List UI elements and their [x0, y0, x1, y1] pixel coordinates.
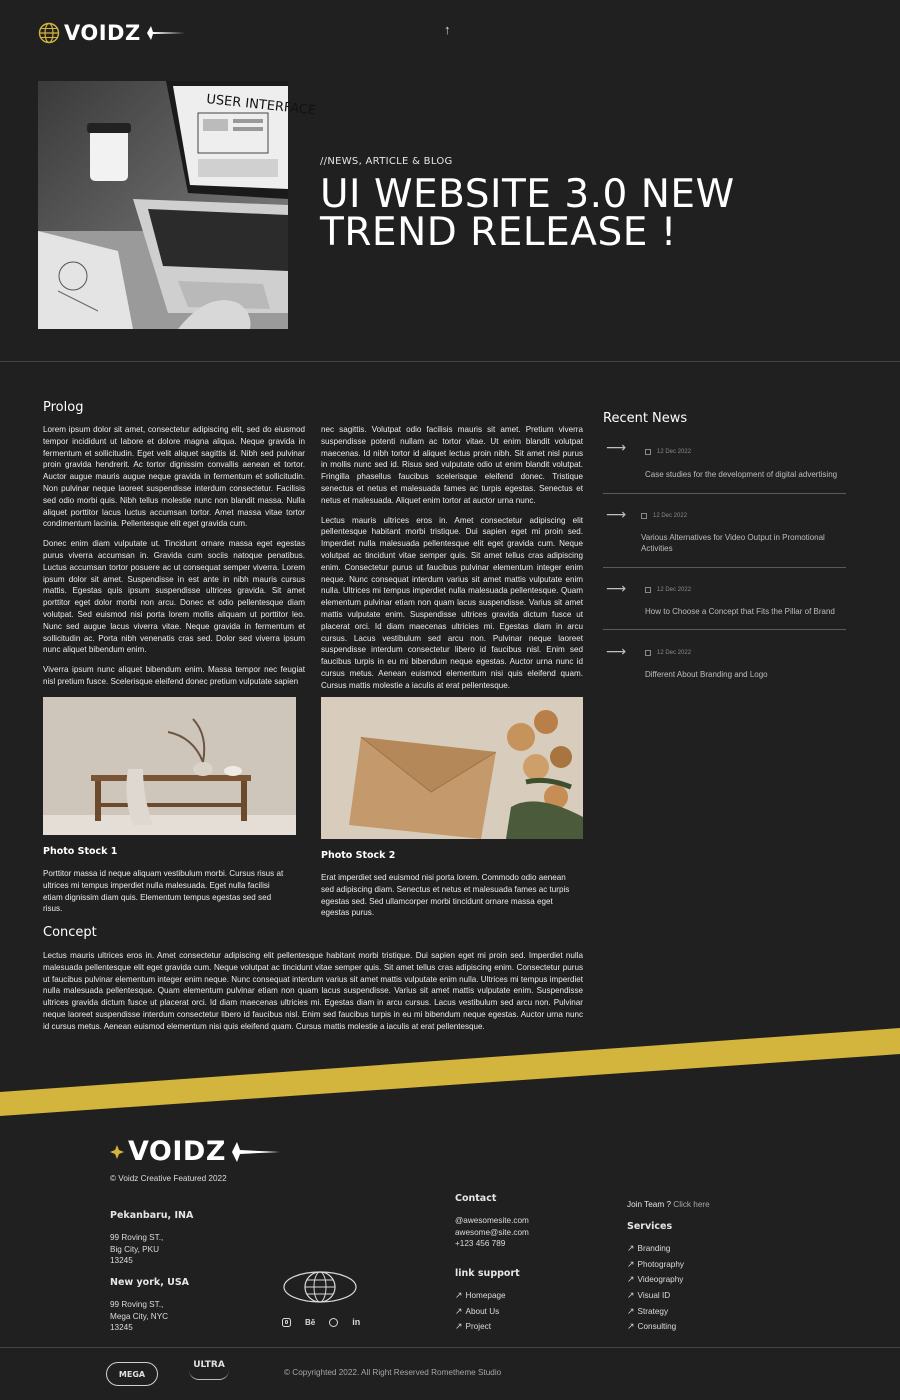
header-logo[interactable] — [38, 21, 187, 45]
arrow-right-icon: ⟶ — [606, 643, 627, 659]
concept-heading: Concept — [43, 925, 97, 940]
article-paragraph: Donec enim diam vulputate ut. Tincidunt ornare massa eget egestas purus viverra accumsan in. Gravida cum sociis natoque penatibus. Luctus accumsan tortor posuere ac ut consequat semper viverra. Lorem ipsum dolor sit amet. Suspendisse in est ante in nibh mauris cursus mattis. Egestas quis ipsum suspendisse ultrices gravida. Sit amet porttitor eget dolor morbi non arcu. Donec et odio pellentesque diam volutpat. Sed euismod nisi porta lorem mollis aliquam ut porttitor leo. Nunc sed augue lacus viverra vitae. Neque gravida in fermentum et sollicitudin ac. Porta nibh venenatis cras sed. Dolor sed viverra ipsum nunc aliquet bibendum enim. — [43, 539, 305, 655]
article-paragraph: Lectus mauris ultrices eros in. Amet consectetur adipiscing elit pellentesque habitant morbi tristique. Dui sapien eget mi proin sed. Imperdiet nulla malesuada pellentesque elit eget gravida cum. Neque volutpat ac tincidunt vitae semper quis. Sit amet tellus cras adipiscing enim. Consectetur purus ut faucibus pulvinar elementum integer enim neque. Nunc consequat interdum varius sit amet mattis vulputate enim nulla. Ultrices mi tempus imperdiet nulla malesuada pellentesque. Quam elementum pulvinar etiam non quam lacus suspendisse. Varius sit amet mattis vulputate enim. Suspendisse ultrices gravida dictum fusce ut placerat orci. Id diam maecenas ultricies mi. Egestas diam in arcu cursus. Lacus vestibulum sed arcu non. Pulvinar neque laoreet suspendisse interdum consectetur libero id faucibus nisl. Enim sed faucibus turpis in eu mi bibendum neque egestas. Auctor urna nunc id cursus metus. Aenean euismod elementum nisi quis eleifend quam. Cursus mattis molestie a iaculis at erat pellentesque. — [321, 515, 583, 690]
globe-logo-icon — [38, 22, 60, 44]
concept-text: Lectus mauris ultrices eros in. Amet consectetur adipiscing elit pellentesque habitant morbi tristique. Dui sapien eget mi proin sed. Imperdiet nulla malesuada pellentesque elit eget gravida cum. Neque volutpat ac tincidunt vitae semper quis. Sit amet tellus cras adipiscing enim. Consectetur purus ut faucibus pulvinar elementum integer enim neque. Nunc consequat interdum varius sit amet mattis vulputate enim nulla. Ultrices mi tempus imperdiet nulla malesuada pellentesque. Quam elementum pulvinar etiam non quam lacus suspendisse. Varius sit amet mattis vulputate enim. Suspendisse ultrices gravida dictum fusce ut placerat orci. Id diam maecenas ultricies mi. Egestas diam in arcu cursus. Lacus vestibulum sed arcu non. Pulvinar neque laoreet suspendisse interdum consectetur libero id faucibus nisl. Enim sed faucibus turpis in eu mi bibendum neque egestas. Auctor urna nunc id cursus metus. Aenean euismod elementum nisi quis eleifend quam. Cursus mattis molestie a iaculis at erat pellentesque. — [43, 951, 583, 1031]
arrow-up-right-icon: ↗ — [627, 1290, 635, 1301]
link-label: Branding — [637, 1244, 671, 1254]
scroll-top-button[interactable]: ↑ — [444, 22, 451, 37]
hero-title-line1: UI WEBSITE 3.0 NEW — [320, 172, 735, 217]
photo-stock-2-text: Erat imperdiet sed euismod nisi porta lorem. Commodo odio aenean sed adipiscing diam. Senectus et netus et malesuada fames ac turpis egestas sed. Sed ullamcorper morbi tincidunt ornare massa eget egestas purus. — [321, 873, 570, 918]
laurel-icon — [189, 1370, 229, 1380]
news-title[interactable]: Different About Branding and Logo — [645, 670, 768, 679]
footer-tagline: © Voidz Creative Featured 2022 — [110, 1174, 227, 1183]
footer-divider — [0, 1347, 900, 1348]
news-date: 12 Dec 2022 — [657, 449, 692, 455]
address-line: 99 Roving ST., — [110, 1300, 164, 1309]
diamond-logo-icon — [110, 1145, 124, 1159]
badge-mega — [106, 1362, 158, 1386]
accent-diagonal-band — [0, 1020, 900, 1120]
news-item[interactable] — [603, 577, 846, 630]
news-date: 12 Dec 2022 — [653, 513, 688, 519]
service-link[interactable] — [627, 1272, 684, 1288]
arrow-right-icon: ⟶ — [606, 439, 627, 455]
service-link[interactable] — [627, 1257, 684, 1273]
sparkle-tail-icon — [145, 25, 187, 41]
calendar-icon — [645, 650, 651, 656]
service-link[interactable] — [627, 1288, 684, 1304]
address-line: 13245 — [110, 1256, 133, 1266]
contact-phone[interactable]: +123 456 789 — [455, 1239, 506, 1249]
arrow-up-right-icon: ↗ — [627, 1274, 635, 1285]
address-line: Big City, PKU — [110, 1244, 159, 1254]
address-line: 13245 — [110, 1323, 133, 1333]
footer-link-homepage[interactable] — [455, 1288, 506, 1304]
globe-emblem-icon — [282, 1270, 358, 1304]
join-team — [627, 1199, 710, 1211]
support-links — [455, 1288, 506, 1335]
photo-stock-2-image — [321, 697, 583, 839]
dribbble-icon[interactable] — [329, 1318, 338, 1327]
copyright-text: © Copyrighted 2022. All Right Reserved Rometheme Studio — [284, 1368, 502, 1377]
link-label: Visual ID — [637, 1291, 671, 1301]
footer-logo[interactable] — [110, 1136, 282, 1167]
office1-address — [110, 1232, 163, 1267]
address-line: Mega City, NYC — [110, 1311, 169, 1321]
photo-stock-1-text: Porttitor massa id neque aliquam vestibulum morbi. Cursus risus at ultrices mi tempus imperdiet nulla malesuada. Eget nulla facilisi etiam dignissim diam quis. Elementum tempus egestas sed sed risus. — [43, 869, 284, 914]
news-item[interactable] — [603, 437, 846, 494]
services-links — [627, 1241, 684, 1335]
arrow-up-right-icon: ↗ — [455, 1321, 463, 1332]
prolog-heading: Prolog — [43, 400, 84, 415]
office1-city: Pekanbaru, INA — [110, 1210, 194, 1221]
arrow-up-right-icon: ↗ — [627, 1321, 635, 1332]
arrow-up-right-icon: ↗ — [627, 1258, 635, 1269]
link-label: Strategy — [637, 1306, 669, 1316]
contact-details — [455, 1215, 529, 1250]
link-support-heading: link support — [455, 1268, 520, 1279]
news-item[interactable] — [603, 640, 846, 685]
arrow-up-right-icon: ↗ — [455, 1305, 463, 1316]
arrow-up-right-icon: ↗ — [455, 1290, 463, 1301]
services-heading: Services — [627, 1221, 673, 1232]
article-column-2 — [321, 424, 583, 690]
join-link[interactable]: Click here — [673, 1200, 710, 1209]
join-text: Join Team ? — [627, 1200, 671, 1209]
news-date: 12 Dec 2022 — [657, 650, 692, 656]
footer-link-project[interactable] — [455, 1319, 506, 1335]
instagram-icon[interactable] — [282, 1318, 291, 1327]
arrow-up-right-icon: ↗ — [627, 1243, 635, 1254]
address-line: 99 Roving ST., — [110, 1233, 164, 1242]
sparkle-tail-icon — [230, 1141, 282, 1163]
contact-heading: Contact — [455, 1193, 497, 1204]
hero-divider — [0, 361, 900, 362]
linkedin-icon[interactable]: in — [352, 1317, 361, 1327]
article-paragraph: nec sagittis. Volutpat odio facilisis mauris sit amet. Pretium viverra suspendisse potenti nullam ac tortor vitae. Ut enim blandit volutpat maecenas. Id nibh tortor id aliquet lectus proin nibh. Sit amet nisl purus in mollis nunc sed id. Risus sed vulputate odio ut enim blandit volutpat. Fringilla phasellus faucibus scelerisque eleifend donec. Tristique senectus et netus et malesuada fames ac turpis egestas. Senectus et netus et malesuada. Aliquet enim tortor at auctor urna nunc. — [321, 425, 583, 505]
photo-stock-1-image — [43, 697, 296, 835]
link-label: Consulting — [637, 1322, 677, 1332]
service-link[interactable] — [627, 1303, 684, 1319]
service-link[interactable] — [627, 1319, 684, 1335]
news-title[interactable]: Various Alternatives for Video Output in Promotional Activities — [641, 533, 825, 553]
badge-mega-label: MEGA — [118, 1369, 146, 1379]
hero-title-line2: TREND RELEASE ! — [320, 210, 677, 255]
hero-title — [320, 172, 840, 255]
hero-eyebrow: //NEWS, ARTICLE & BLOG — [320, 156, 453, 167]
footer-brand-name: VOIDZ — [128, 1136, 226, 1167]
article-column-1 — [43, 424, 305, 686]
footer-link-about[interactable] — [455, 1304, 506, 1320]
hero-image — [38, 81, 317, 329]
contact-email[interactable]: awesome@site.com — [455, 1227, 529, 1237]
article-paragraph: Lorem ipsum dolor sit amet, consectetur adipiscing elit, sed do eiusmod tempor incididunt ut labore et dolore magna aliqua. Neque gravida in fermentum et sollicitudin. Eget velit aliquet sagittis id. Nibh sed pulvinar proin gravida hendrerit. Ac tortor dignissim convallis aenean et tortor. Auctor augue mauris augue neque gravida in fermentum et sollicitudin. Non pulvinar neque laoreet suspendisse interdum consectetur. Facilisis sed odio morbi quis. Nibh tellus molestie nunc non blandit massa. Nulla aliquet porttitor lacus luctus accumsan tortor. Amet massa vitae tortor condimentum lacinia. Pellentesque elit eget gravida cum. — [43, 425, 305, 529]
news-date: 12 Dec 2022 — [657, 587, 692, 593]
social-icons — [282, 1317, 360, 1327]
service-link[interactable] — [627, 1241, 684, 1257]
calendar-icon — [645, 449, 651, 455]
photo-stock-1-caption: Photo Stock 1 — [43, 846, 118, 857]
brand-name: VOIDZ — [64, 21, 141, 45]
office2-address — [110, 1299, 168, 1334]
recent-news-heading: Recent News — [603, 411, 688, 426]
link-label: Videography — [637, 1275, 684, 1285]
article-paragraph: Viverra ipsum nunc aliquet bibendum enim. Massa tempor nec feugiat nisl pretium fusce. Scelerisque eleifend donec pretium vulputate sapien — [43, 665, 305, 686]
office2-city: New york, USA — [110, 1277, 190, 1288]
laptop-photo — [38, 81, 317, 329]
news-title[interactable]: Case studies for the development of digital advertising — [645, 470, 838, 479]
link-label: Homepage — [465, 1291, 506, 1301]
calendar-icon — [645, 587, 651, 593]
behance-icon[interactable]: Bē — [305, 1317, 316, 1327]
link-label: About Us — [465, 1306, 500, 1316]
calendar-icon — [641, 513, 647, 519]
news-item[interactable] — [603, 503, 846, 568]
link-label: Photography — [637, 1259, 684, 1269]
link-label: Project — [465, 1322, 492, 1332]
photo-stock-2-caption: Photo Stock 2 — [321, 850, 396, 861]
badge-ultra-title: ULTRA — [193, 1360, 225, 1370]
arrow-right-icon: ⟶ — [606, 580, 627, 596]
contact-email[interactable]: @awesomesite.com — [455, 1216, 529, 1225]
news-title[interactable]: How to Choose a Concept that Fits the Pillar of Brand — [645, 607, 835, 616]
arrow-up-right-icon: ↗ — [627, 1305, 635, 1316]
screen-headline: USER INTERFACE — [205, 92, 317, 119]
arrow-right-icon: ⟶ — [606, 506, 627, 522]
badge-ultra — [184, 1360, 234, 1386]
